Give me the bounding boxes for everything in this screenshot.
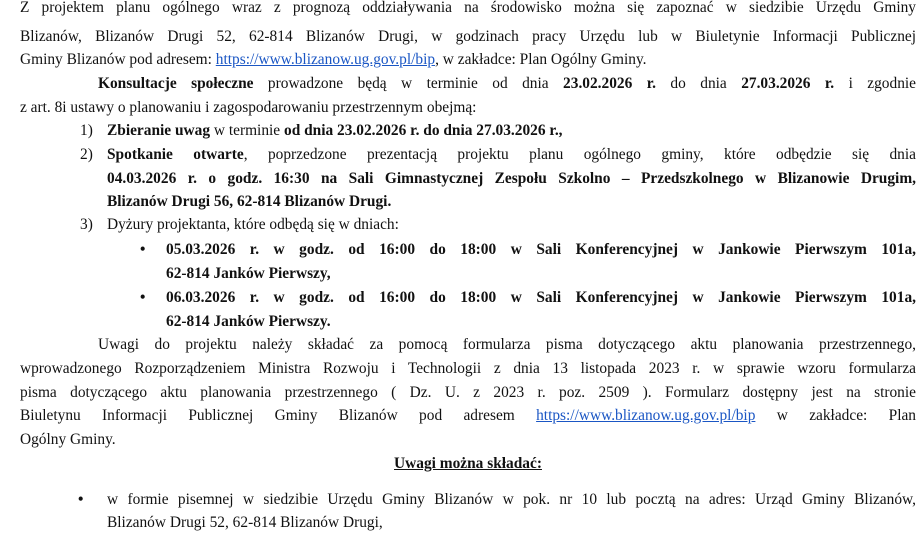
list-item-2-text: , poprzedzone prezentacją projektu planu ogólnego gminy, które odbędzie się dnia [243, 146, 916, 163]
list-num-1: 1) [80, 122, 93, 139]
bullet-icon: • [78, 491, 84, 508]
list-item-1 [107, 121, 563, 141]
list-num-2: 2) [80, 146, 93, 163]
para2-line2: z art. 8i ustawy o planowaniu i zagospodarowaniu przestrzennym obejmą: [20, 99, 477, 116]
para1-line1: Z projektem planu ogólnego wraz z prognozą oddziaływania na środowisko można się zapoznać w siedzibie Urzędu Gminy [20, 0, 916, 16]
para1-line3 [20, 50, 647, 70]
list-item-2-line3: Blizanów Drugi 56, 62-814 Blizanów Drugi. [107, 193, 392, 210]
duty-1-line1: 05.03.2026 r. w godz. od 16:00 do 18:00 w Sali Konferencyjnej w Jankowie Pierwszym 101a, [166, 241, 916, 258]
para3-line4-text-b: w zakładce: Plan [755, 407, 916, 424]
para2-text-b: do dnia [656, 75, 742, 92]
para2-text-c: i zgodnie [834, 75, 916, 92]
consultation-label: Konsultacje społeczne [98, 75, 254, 92]
para2-text-a: prowadzone będą w terminie od dnia [253, 75, 564, 92]
submission-line2: Blizanów Drugi 52, 62-814 Blizanów Drugi, [107, 514, 383, 531]
para1-line2: Blizanów, Blizanów Drugi 52, 62-814 Blizanów Drugi, w godzinach pracy Urzędu lub w Biuletynie Informacji Publicznej [20, 28, 916, 45]
duty-1-line2: 62-814 Janków Pierwszy, [166, 265, 331, 282]
duty-2-line1: 06.03.2026 r. w godz. od 16:00 do 18:00 w Sali Konferencyjnej w Jankowie Pierwszym 101a, [166, 289, 916, 306]
list-item-2-line2: 04.03.2026 r. o godz. 16:30 na Sali Gimnastycznej Zespołu Szkolno – Przedszkolnego w Blizanowie Drugim, [107, 170, 916, 187]
bullet-icon: • [140, 241, 146, 258]
para3-line2: wprowadzonego Rozporządzeniem Ministra Rozwoju i Technologii z dnia 13 listopada 2023 r. w sprawie wzoru formularza [20, 360, 916, 377]
submission-heading: Uwagi można składać: [394, 455, 542, 472]
bip-link-1[interactable]: https://www.blizanow.ug.gov.pl/bip [215, 51, 436, 68]
para3-line1: Uwagi do projektu należy składać za pomocą formularza pisma dotyczącego aktu planowania przestrzennego, [98, 336, 916, 353]
para3-line4-text-a: Biuletynu Informacji Publicznej Gminy Blizanów pod adresem [20, 407, 537, 424]
submission-line1: w formie pisemnej w siedzibie Urzędu Gminy Blizanów w pok. nr 10 lub pocztą na adres: Urząd Gminy Blizanów, [107, 491, 916, 508]
date-from: 23.02.2026 r. [563, 75, 656, 92]
para1-line3-text-a: Gminy Blizanów pod adresem: [20, 51, 216, 68]
list-num-3: 3) [80, 216, 93, 233]
list-item-1-bold-b: od dnia 23.02.2026 r. do dnia 27.03.2026 r., [284, 122, 563, 139]
list-item-3-text: Dyżury projektanta, które odbędą się w dniach: [107, 216, 399, 233]
duty-2-line2: 62-814 Janków Pierwszy. [166, 313, 331, 330]
list-item-2-line1 [107, 145, 916, 165]
list-item-2-bold: Spotkanie otwarte [107, 146, 244, 163]
para2-line1 [98, 74, 916, 94]
list-item-1-text: w terminie [210, 122, 284, 139]
para1-line3-text-b: , w zakładce: Plan Ogólny Gminy. [435, 51, 647, 68]
list-item-1-bold-a: Zbieranie uwag [107, 122, 211, 139]
para3-line4 [20, 406, 916, 426]
bip-link-2[interactable]: https://www.blizanow.ug.gov.pl/bip [536, 407, 756, 424]
bullet-icon: • [140, 289, 146, 306]
para3-line3: pisma dotyczącego aktu planowania przestrzennego ( Dz. U. z 2023 r. poz. 2509 ). Formularz dostępny jest na stronie [20, 384, 916, 401]
para3-line5: Ogólny Gminy. [20, 431, 116, 448]
date-to: 27.03.2026 r. [741, 75, 835, 92]
